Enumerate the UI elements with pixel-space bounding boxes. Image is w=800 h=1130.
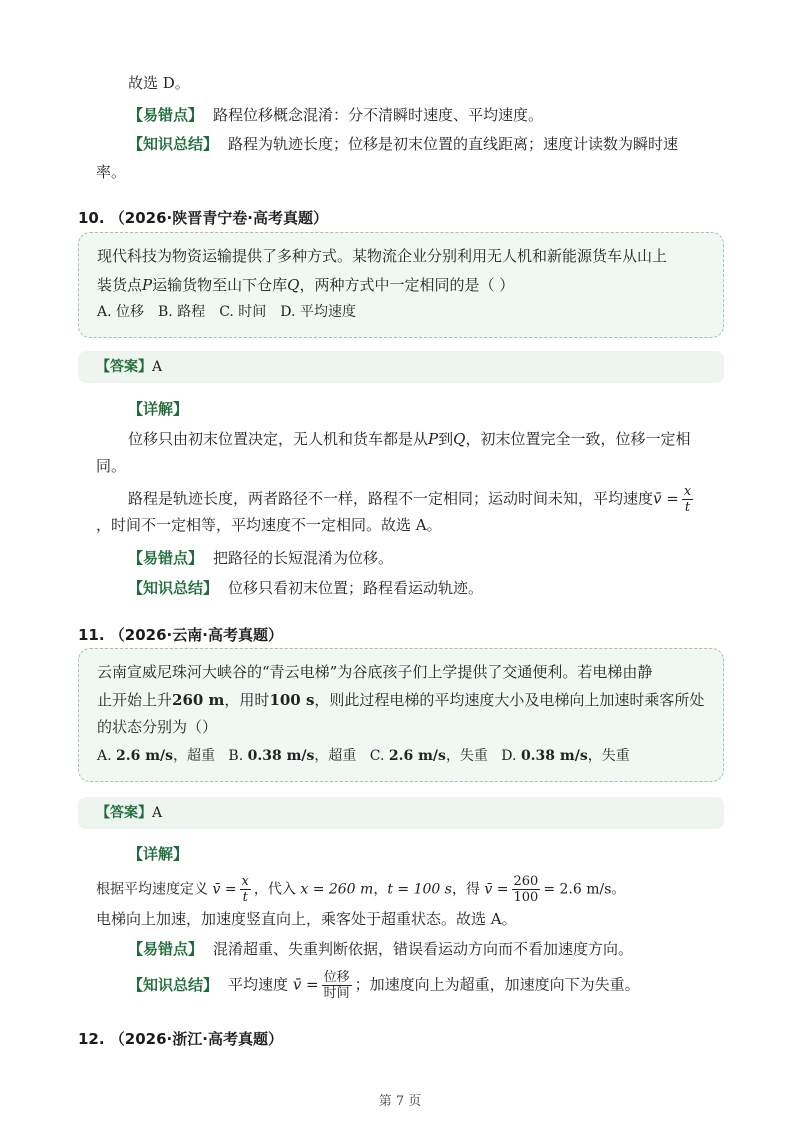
error-point-text: 把路径的长短混淆为位移。: [213, 549, 394, 567]
avg-velocity-symbol: v̄ =: [484, 881, 509, 898]
question-11-heading: 11. （2026·云南·高考真题）: [78, 626, 283, 644]
knowledge-summary-text: 平均速度: [228, 975, 289, 994]
detail-text: 。: [611, 881, 626, 898]
error-point-text: 路程位移概念混淆：分不清瞬时速度、平均速度。: [213, 106, 544, 124]
question-10-error-point: [128, 547, 393, 569]
point-p: P: [428, 430, 439, 448]
question-10-options: A. 位移 B. 路程 C. 时间 D. 平均速度: [97, 304, 356, 320]
knowledge-summary-text: 路程为轨迹长度；位移是初末位置的直线距离；速度计读数为瞬时速: [228, 135, 679, 153]
question-11-box: [78, 648, 724, 782]
fraction-den: t: [242, 890, 248, 905]
displacement-value: x = 260 m: [300, 881, 374, 898]
stem-text: ，则此过程电梯的平均速度大小及电梯向上加速时乘客所处: [314, 691, 705, 709]
knowledge-summary: [128, 133, 678, 155]
question-10-detail-2: 同。: [96, 457, 127, 475]
time-value: 100 s: [269, 691, 315, 709]
stem-text: 运输货物至山下仓库: [152, 276, 288, 294]
question-10-heading: 10. （2026·陕晋青宁卷·高考真题）: [78, 209, 328, 227]
answer-value: A: [152, 805, 163, 821]
fraction-den: 100: [513, 890, 539, 905]
stem-text: 止开始上升: [97, 691, 173, 709]
question-11-error-point: [128, 938, 633, 960]
option-b-text: ，超重: [314, 748, 357, 764]
point-p: P: [142, 276, 153, 294]
error-point: [128, 104, 543, 126]
question-11-summary: [128, 970, 640, 1001]
option-d-letter: D.: [501, 748, 517, 764]
stem-text: ，两种方式中一定相同的是（ ）: [299, 276, 515, 294]
knowledge-summary-tag: 【知识总结】: [128, 579, 219, 597]
question-11-stem-1: 云南宣威尼珠河大峡谷的“青云电梯”为谷底孩子们上学提供了交通便利。若电梯由静: [97, 663, 653, 681]
avg-velocity-symbol: v̄ =: [653, 489, 679, 508]
point-q: Q: [287, 276, 300, 294]
question-11-options: [97, 745, 630, 767]
question-10-stem-1: 现代科技为物资运输提供了多种方式。某物流企业分别利用无人机和新能源货车从山上: [97, 247, 668, 265]
knowledge-summary-text: 位移只看初末位置；路程看运动轨迹。: [228, 579, 484, 597]
option-d-text: ，失重: [587, 748, 630, 764]
detail-text: 到: [438, 430, 454, 448]
option-a-text: ，超重: [173, 748, 216, 764]
option-c-text: ，失重: [445, 748, 488, 764]
fraction-260-over-100: [512, 874, 541, 905]
fraction-num: x: [241, 874, 249, 889]
point-q: Q: [453, 430, 466, 448]
knowledge-summary-text: ；加速度向上为超重，加速度向下为失重。: [354, 975, 640, 994]
knowledge-summary-cont: 率。: [96, 163, 127, 181]
conclusion-line: 故选 D。: [128, 74, 190, 92]
fraction-den: t: [684, 500, 691, 515]
option-d-value: 0.38 m/s: [520, 748, 588, 764]
stem-text: 装货点: [97, 276, 143, 294]
question-10-detail-4: ，时间不一定相等，平均速度不一定相同。故选 A。: [96, 516, 442, 534]
question-12-heading: 12. （2026·浙江·高考真题）: [78, 1030, 283, 1048]
detail-text: ，初末位置完全一致，位移一定相: [465, 430, 691, 448]
detail-text: 根据平均速度定义: [96, 881, 208, 898]
question-11-detail-2: 电梯向上加速，加速度竖直向上，乘客处于超重状态。故选 A。: [96, 910, 517, 928]
detail-text: ，代入: [253, 881, 296, 898]
question-10-detail-3: [128, 484, 696, 515]
question-10-stem-2: [97, 274, 514, 296]
avg-velocity-symbol: v̄ =: [212, 881, 237, 898]
option-a-letter: A.: [97, 748, 112, 764]
option-b-value: 0.38 m/s: [247, 748, 315, 764]
fraction-displacement-over-time: [322, 970, 352, 1001]
fraction-x-over-t: [240, 874, 251, 905]
answer-label: 【答案】: [96, 359, 152, 375]
answer-label: 【答案】: [96, 805, 152, 821]
height-value: 260 m: [172, 691, 225, 709]
avg-velocity-symbol: v̄ =: [292, 975, 319, 994]
option-a-value: 2.6 m/s: [116, 748, 174, 764]
detail-text: 位移只由初末位置决定，无人机和货车都是从: [128, 430, 429, 448]
knowledge-summary-tag: 【知识总结】: [128, 135, 219, 153]
fraction-x-over-t: [682, 484, 693, 515]
option-b-letter: B.: [228, 748, 244, 764]
detail-tag: 【详解】: [128, 400, 189, 418]
page-number: 第 7 页: [378, 1094, 422, 1109]
detail-text: ，得: [451, 881, 480, 898]
question-11-answer-bar: [78, 797, 724, 829]
question-11-stem-3: 的状态分别为（）: [97, 718, 218, 736]
question-11-stem-2: [97, 689, 704, 711]
question-10-summary: [128, 577, 483, 599]
detail-tag: 【详解】: [128, 845, 189, 863]
error-point-tag: 【易错点】: [128, 549, 204, 567]
fraction-den: 时间: [323, 986, 350, 1001]
stem-text: ，用时: [224, 691, 270, 709]
question-11-detail-1: 根据平均速度定义 v̄ = $\frac{x}{t}$ ，代入 x = 260 m，t = 100 s，得 v̄ = $\frac{260}{100}$ = 2.6 m/s。: [96, 874, 626, 905]
error-point-text: 混淆超重、失重判断依据，错误看运动方向而不看加速度方向。: [213, 940, 634, 958]
fraction-num: 位移: [323, 970, 350, 985]
option-c-letter: C.: [369, 748, 385, 764]
question-10-box: [78, 232, 724, 338]
error-point-tag: 【易错点】: [128, 106, 204, 124]
question-10-answer-bar: [78, 351, 724, 383]
question-10-detail-label: [128, 398, 198, 420]
question-11-detail-label: [128, 843, 198, 865]
answer-value: A: [152, 359, 163, 375]
fraction-num: 260: [513, 874, 539, 889]
error-point-tag: 【易错点】: [128, 940, 204, 958]
detail-text: 路程是轨迹长度，两者路径不一样，路程不一定相同；运动时间未知，平均速度: [128, 489, 654, 508]
knowledge-summary-tag: 【知识总结】: [128, 975, 219, 994]
fraction-num: x: [683, 484, 692, 499]
result-value: = 2.6 m/s: [543, 881, 612, 898]
option-c-value: 2.6 m/s: [388, 748, 446, 764]
time-value: t = 100 s: [387, 881, 452, 898]
question-10-detail-1: [128, 428, 690, 450]
